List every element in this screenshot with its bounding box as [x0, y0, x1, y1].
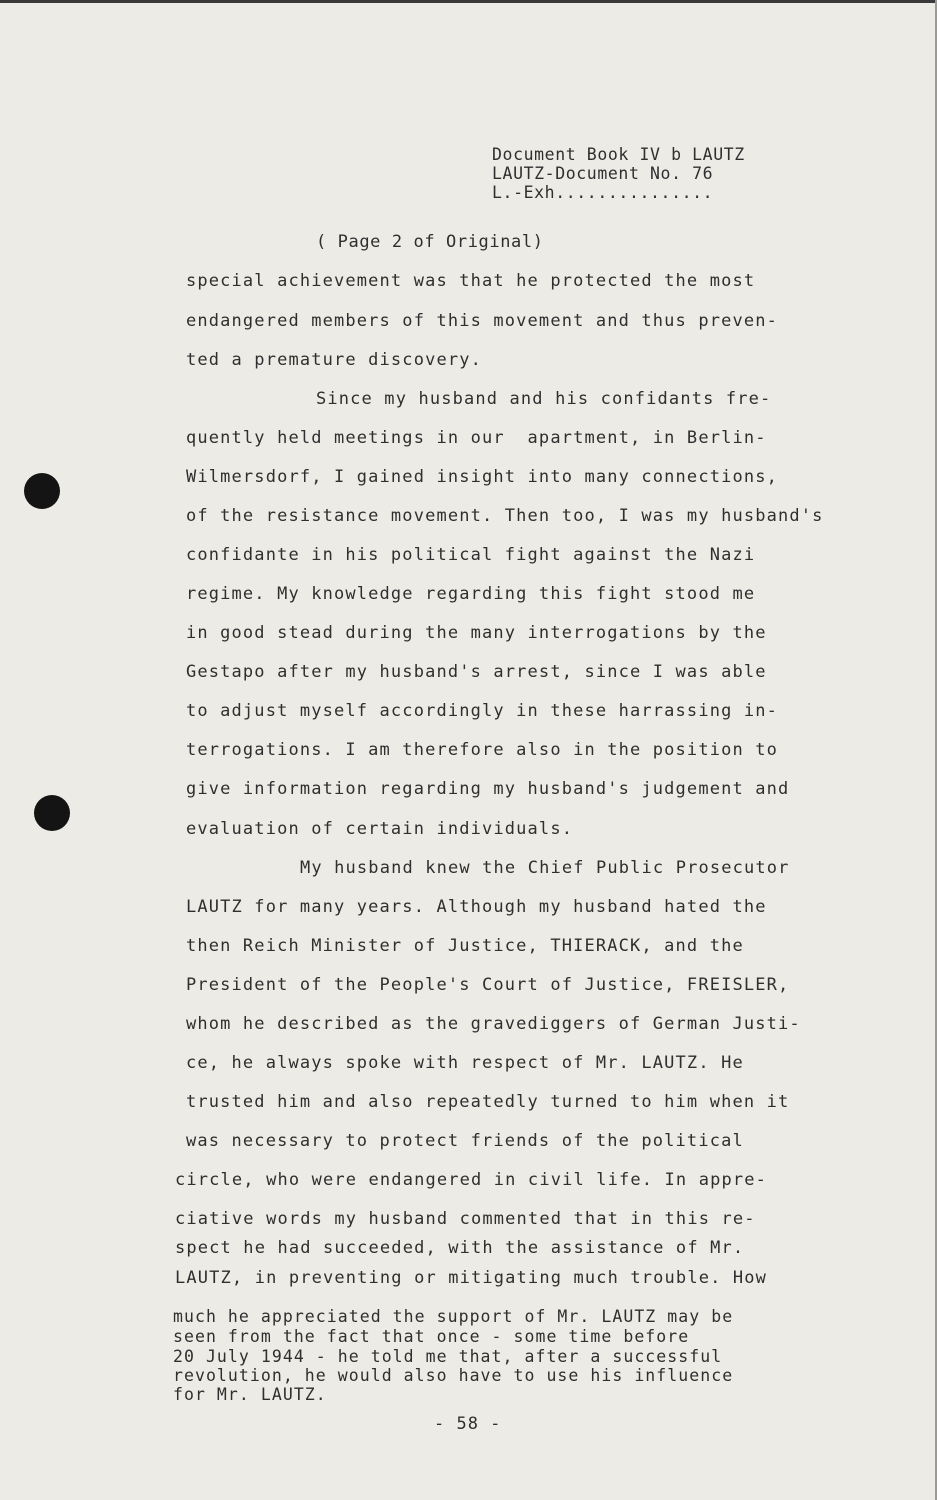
body-line: ce, he always spoke with respect of Mr. LAUTZ. He: [186, 1053, 744, 1073]
page-reference: ( Page 2 of Original): [316, 232, 544, 252]
body-line: whom he described as the gravediggers of German Justi-: [186, 1014, 801, 1034]
body-line: quently held meetings in our apartment, in Berlin-: [186, 428, 767, 448]
body-line: give information regarding my husband's judgement and: [186, 779, 790, 799]
document-header: [492, 145, 745, 202]
closing-line: 20 July 1944 - he told me that, after a successful: [173, 1347, 723, 1366]
body-line: endangered members of this movement and thus preven-: [186, 311, 779, 331]
body-line: trusted him and also repeatedly turned to him when it: [186, 1092, 790, 1112]
body-line: ted a premature discovery.: [186, 350, 483, 370]
body-line: to adjust myself accordingly in these harrassing in-: [186, 701, 779, 721]
closing-line: for Mr. LAUTZ.: [173, 1385, 327, 1404]
punch-hole-upper: [24, 473, 60, 509]
closing-line: seen from the fact that once - some time before: [173, 1327, 690, 1346]
body-line: special achievement was that he protected the most: [186, 271, 756, 291]
header-book: Document Book IV b LAUTZ: [492, 145, 745, 164]
body-line: regime. My knowledge regarding this fight stood me: [186, 584, 756, 604]
body-line: Gestapo after my husband's arrest, since I was able: [186, 662, 767, 682]
body-line: evaluation of certain individuals.: [186, 819, 574, 839]
body-line: of the resistance movement. Then too, I was my husband's: [186, 506, 824, 526]
page-top-edge: [0, 0, 937, 3]
punch-hole-lower: [34, 795, 70, 831]
body-line: ciative words my husband commented that in this re-: [175, 1209, 756, 1229]
body-line: in good stead during the many interrogations by the: [186, 623, 767, 643]
body-line: circle, who were endangered in civil life. In appre-: [175, 1170, 768, 1190]
body-line: My husband knew the Chief Public Prosecutor: [300, 858, 790, 878]
body-line: terrogations. I am therefore also in the position to: [186, 740, 779, 760]
body-line: confidante in his political fight against the Nazi: [186, 545, 756, 565]
body-line: then Reich Minister of Justice, THIERACK, and the: [186, 936, 744, 956]
header-document-number: LAUTZ-Document No. 76: [492, 164, 714, 183]
body-line: Since my husband and his confidants fre-: [316, 389, 772, 409]
body-line: was necessary to protect friends of the political: [186, 1131, 744, 1151]
body-line: LAUTZ, in preventing or mitigating much trouble. How: [175, 1268, 768, 1288]
body-line: LAUTZ for many years. Although my husband hated the: [186, 897, 767, 917]
header-exhibit: L.-Exh...............: [492, 183, 714, 202]
closing-line: revolution, he would also have to use his influence: [173, 1366, 734, 1385]
body-line: Wilmersdorf, I gained insight into many connections,: [186, 467, 779, 487]
closing-line: much he appreciated the support of Mr. LAUTZ may be: [173, 1307, 734, 1326]
body-line: spect he had succeeded, with the assistance of Mr.: [175, 1238, 745, 1258]
body-line: President of the People's Court of Justice, FREISLER,: [186, 975, 790, 995]
page-number: - 58 -: [434, 1414, 502, 1434]
